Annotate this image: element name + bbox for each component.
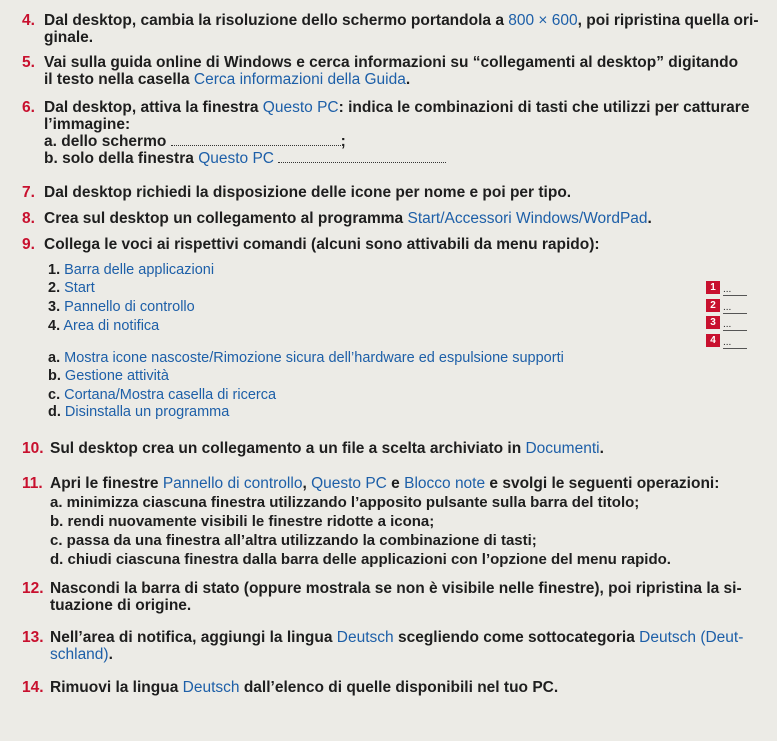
exercise-text: .: [647, 210, 652, 227]
answer-badge-1: 1: [706, 281, 720, 294]
sub-item-b: b. solo della finestra: [44, 150, 199, 167]
highlight-term: schland): [50, 646, 109, 663]
exercise-text: dall’elenco di quelle disponibili nel tuo PC.: [239, 679, 559, 696]
exercise-text: : indica le combinazioni di tasti che utilizzi per catturare: [338, 99, 750, 116]
match-option-c: c. Cortana/Mostra casella di ricerca: [48, 387, 277, 403]
exercise-text: l’immagine:: [44, 116, 131, 133]
exercise-text: il testo nella casella: [44, 71, 194, 88]
match-item-1: 1. Barra delle applicazioni: [48, 262, 215, 278]
match-item-4: 4. Area di notifica: [48, 318, 160, 334]
exercise-text: Vai sulla guida online di Windows e cerca informazioni su “collegamenti al desktop” digitando: [44, 54, 739, 71]
exercise-10: [22, 440, 762, 457]
highlight-term: Questo PC: [311, 475, 387, 492]
exercise-14: [22, 679, 762, 696]
exercise-text: e svolgi le seguenti operazioni:: [485, 475, 720, 492]
exercise-text: Dal desktop, attiva la finestra: [44, 99, 263, 116]
exercise-number: 14.: [22, 679, 44, 696]
exercise-9: [22, 236, 762, 253]
sub-item-b: b. rendi nuovamente visibili le finestre ridotte a icona;: [50, 513, 435, 530]
exercise-12: [22, 580, 762, 614]
highlight-term: Questo PC: [198, 150, 274, 167]
highlight-term: Deutsch: [182, 679, 240, 696]
answer-badge-2: 2: [706, 299, 720, 312]
exercise-text: , poi ripristina quella ori-: [577, 12, 759, 29]
exercise-number: 4.: [22, 12, 35, 29]
exercise-text: .: [405, 71, 411, 88]
highlight-term: Deutsch (Deut-: [639, 629, 744, 646]
sub-item-a: a. minimizza ciascuna finestra utilizzando l’apposito pulsante sulla barra del titolo;: [50, 494, 640, 511]
match-option-b: b. Gestione attività: [48, 368, 169, 384]
exercise-text: ,: [302, 475, 312, 492]
answer-line[interactable]: ...: [723, 303, 747, 314]
resolution-value: 800 × 600: [508, 12, 578, 29]
answer-line[interactable]: ...: [723, 338, 747, 349]
match-item-3: 3. Pannello di controllo: [48, 299, 195, 315]
answer-line[interactable]: ...: [723, 285, 747, 296]
exercise-8: [22, 210, 762, 227]
exercise-text: Sul desktop crea un collegamento a un file a scelta archiviato in: [50, 440, 526, 457]
answer-blank[interactable]: [171, 135, 341, 146]
exercise-text: ;: [340, 133, 346, 150]
exercise-number: 7.: [22, 184, 35, 201]
exercise-text: .: [108, 646, 113, 663]
exercise-text: Apri le finestre: [50, 475, 163, 492]
exercise-text: .: [599, 440, 604, 457]
exercise-number: 10.: [22, 440, 44, 457]
exercise-5: [22, 54, 762, 88]
answer-line[interactable]: ...: [723, 320, 747, 331]
exercise-text: Collega le voci ai rispettivi comandi (alcuni sono attivabili da menu rapido):: [44, 236, 600, 253]
exercise-text: Rimuovi la lingua: [50, 679, 183, 696]
exercise-number: 12.: [22, 580, 44, 597]
exercise-number: 5.: [22, 54, 35, 71]
exercise-number: 8.: [22, 210, 35, 227]
exercise-text: Nell’area di notifica, aggiungi la lingua: [50, 629, 337, 646]
exercise-11: [22, 475, 762, 492]
sub-item-c: c. passa da una finestra all’altra utilizzando la combinazione di tasti;: [50, 532, 537, 549]
exercise-6: [22, 99, 762, 167]
exercise-4: [22, 12, 762, 46]
match-option-a: a. Mostra icone nascoste/Rimozione sicura dell’hardware ed espulsione supporti: [48, 350, 564, 366]
exercise-text: scegliendo come sottocategoria: [393, 629, 640, 646]
exercise-text: ginale.: [44, 29, 94, 46]
exercise-number: 13.: [22, 629, 44, 646]
highlight-term: Pannello di controllo: [162, 475, 303, 492]
sub-item-d: d. chiudi ciascuna finestra dalla barra delle applicazioni con l’opzione del menu rapido.: [50, 551, 671, 568]
exercise-text: tuazione di origine.: [50, 597, 192, 614]
highlight-term: Deutsch: [336, 629, 394, 646]
answer-badge-3: 3: [706, 316, 720, 329]
highlight-term: Start/Accessori Windows/WordPad: [407, 210, 648, 227]
highlight-term: Documenti: [525, 440, 600, 457]
highlight-term: Questo PC: [262, 99, 339, 116]
exercise-text: Nascondi la barra di stato (oppure mostrala se non è visibile nelle finestre), poi ripristina la si-: [50, 580, 742, 597]
exercise-text: Dal desktop, cambia la risoluzione dello schermo portandola a: [44, 12, 509, 29]
exercise-number: 9.: [22, 236, 35, 253]
match-option-d: d. Disinstalla un programma: [48, 404, 230, 420]
exercise-number: 6.: [22, 99, 35, 116]
answer-blank[interactable]: [278, 152, 446, 163]
highlight-term: Blocco note: [404, 475, 486, 492]
exercise-7: [22, 184, 762, 201]
match-item-2: 2. Start: [48, 280, 95, 296]
exercise-text: Crea sul desktop un collegamento al programma: [44, 210, 408, 227]
exercise-text: Dal desktop richiedi la disposizione delle icone per nome e poi per tipo.: [44, 184, 572, 201]
answer-badge-4: 4: [706, 334, 720, 347]
exercise-text: e: [386, 475, 405, 492]
highlight-term: Cerca informazioni della Guida: [193, 71, 406, 88]
sub-item-a: a. dello schermo: [44, 133, 167, 150]
exercise-number: 11.: [22, 475, 43, 492]
exercise-13: [22, 629, 762, 663]
